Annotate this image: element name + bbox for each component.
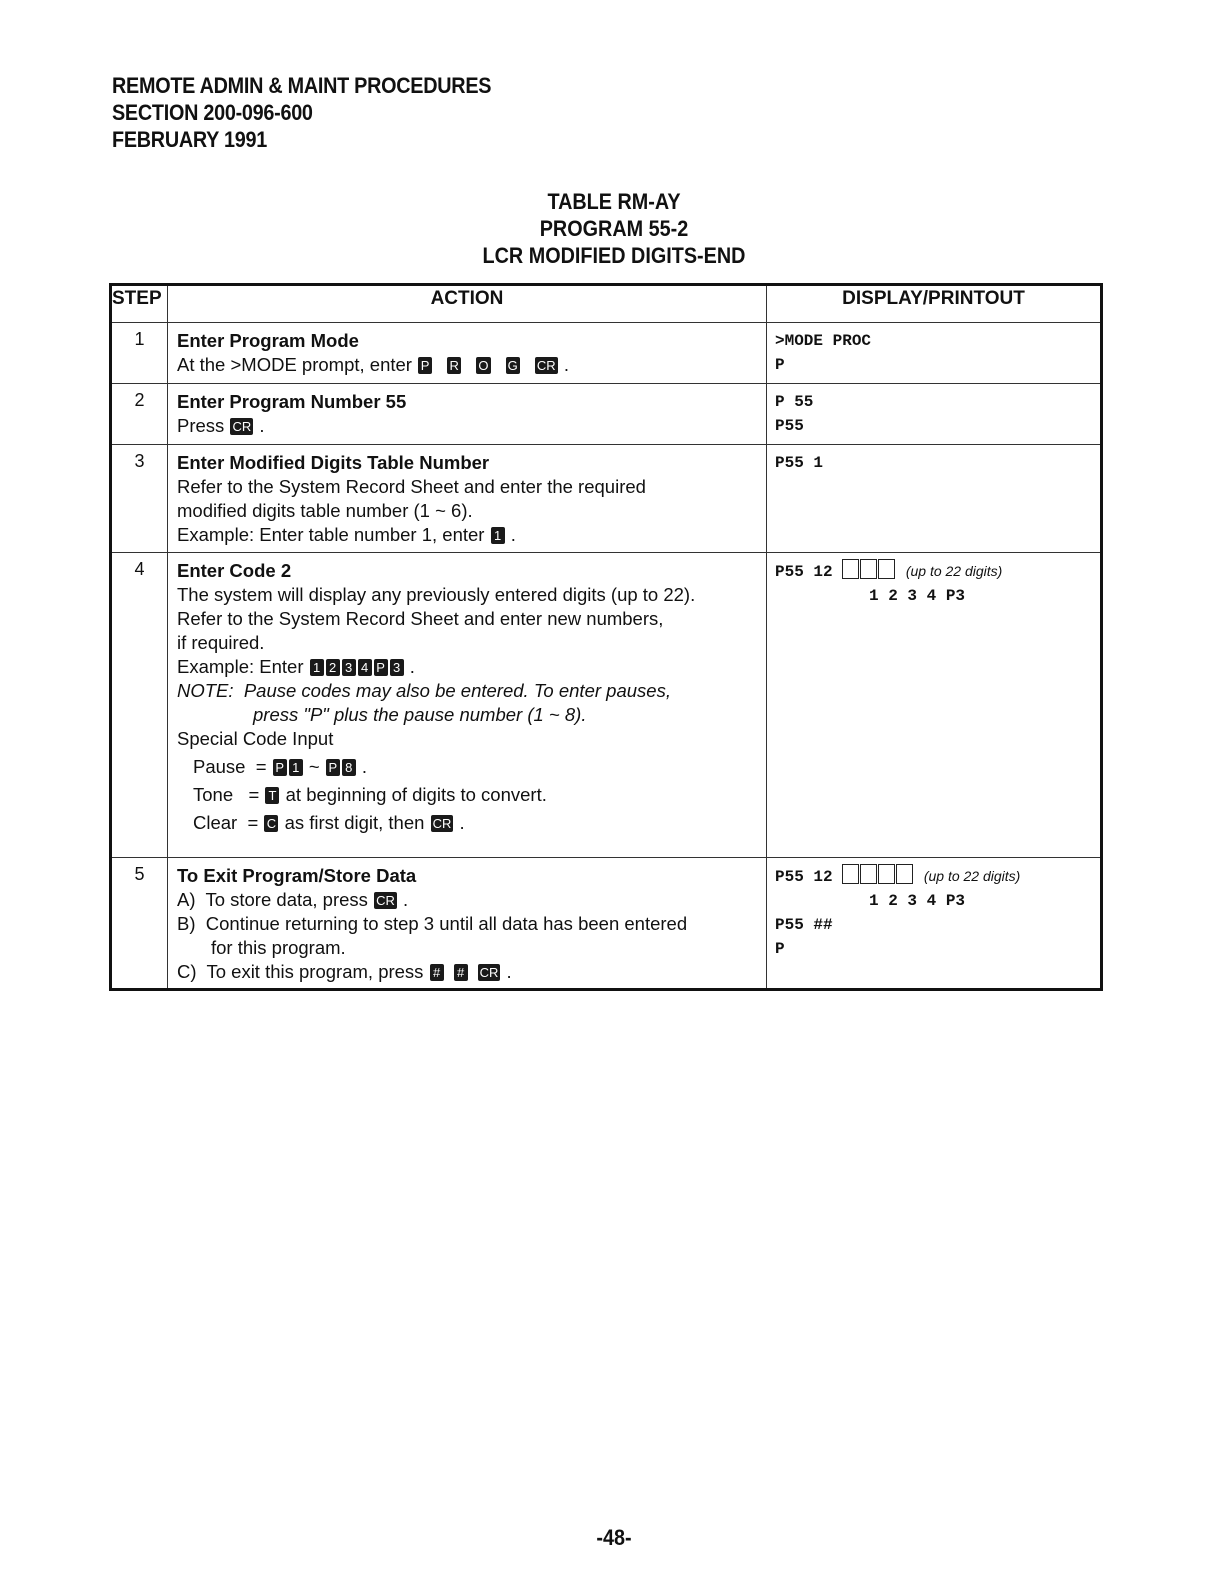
key-3: 3 [390, 659, 404, 676]
note-text: Pause codes may also be entered. To enter pauses, [243, 680, 671, 701]
key-cr: CR [536, 358, 556, 373]
display-line [775, 864, 1092, 889]
col-step: STEP [111, 285, 168, 323]
key-p: P [326, 759, 340, 776]
table-row [111, 445, 1102, 553]
key-8: 8 [342, 759, 356, 776]
note-continuation: press "P" plus the pause number (1 ~ 8). [253, 704, 587, 725]
digit-box [878, 559, 895, 579]
action-cell [168, 445, 767, 553]
display-line: 1 2 3 4 P3 [869, 587, 966, 605]
key-r: R [447, 357, 461, 374]
key-2: 2 [326, 659, 340, 676]
key-cr: CR [232, 419, 252, 434]
key-cr: CR [479, 965, 499, 980]
display-line: P [775, 356, 785, 374]
example-text: Example: Enter [177, 656, 304, 677]
option-text: Continue returning to step 3 until all data has been entered [205, 913, 688, 934]
display-line: P55 1 [775, 454, 824, 472]
page-number: -48- [596, 1525, 632, 1550]
clear-label: Clear = [193, 812, 259, 833]
step-heading: To Exit Program/Store Data [177, 865, 417, 886]
step-instruction: Press CR . [177, 415, 265, 436]
instruction-line: if required. [177, 632, 265, 653]
key-cr: CR [432, 816, 452, 831]
digit-box [842, 864, 859, 884]
display-text: P55 12 [775, 868, 833, 886]
table-subject: LCR MODIFIED DIGITS-END [482, 243, 746, 268]
option-b-continuation: for this program. [211, 937, 346, 958]
key-o: O [478, 358, 489, 373]
step-number: 4 [111, 553, 168, 858]
digit-box [842, 559, 859, 579]
instruction-line: Refer to the System Record Sheet and enter the required [177, 476, 646, 497]
header-date: FEBRUARY 1991 [112, 127, 267, 152]
clear-code-line: Clear = C as first digit, then CR . [193, 812, 465, 833]
note [177, 679, 758, 703]
display-note: (up to 22 digits) [905, 563, 1003, 579]
display-text: P55 12 [775, 563, 833, 581]
key-1: 1 [310, 659, 324, 676]
key-g: G [507, 358, 518, 373]
step-number: 5 [111, 858, 168, 990]
key-t: T [265, 787, 279, 804]
instruction-line: Refer to the System Record Sheet and enter new numbers, [177, 608, 664, 629]
instruction-text: At the >MODE prompt, enter [177, 354, 412, 375]
instruction-line: modified digits table number (1 ~ 6). [177, 500, 473, 521]
instruction-line: Example: Enter 1 2 3 4 P 3 . [177, 656, 415, 677]
key-4: 4 [358, 659, 372, 676]
special-code-heading: Special Code Input [177, 728, 334, 749]
key-hash: # [454, 964, 468, 981]
key-1: 1 [289, 759, 303, 776]
key-1: 1 [491, 527, 505, 544]
step-heading: Enter Program Mode [177, 330, 359, 351]
display-cell [767, 323, 1102, 384]
display-note: (up to 22 digits) [923, 868, 1021, 884]
display-line: P55 ## [775, 916, 833, 934]
option-text: To store data, press [205, 889, 368, 910]
option-a: A) To store data, press CR . [177, 889, 409, 910]
action-cell [168, 858, 767, 990]
option-label: B) [177, 913, 196, 934]
action-cell [168, 323, 767, 384]
tilde: ~ [308, 756, 320, 777]
digit-box [860, 864, 877, 884]
display-line: P [775, 940, 785, 958]
action-cell [168, 553, 767, 858]
table-row [111, 858, 1102, 990]
digit-box [878, 864, 895, 884]
tone-label: Tone = [193, 784, 260, 805]
step-number: 3 [111, 445, 168, 553]
step-number: 1 [111, 323, 168, 384]
key-3: 3 [342, 659, 356, 676]
step-heading: Enter Program Number 55 [177, 391, 407, 412]
display-line: 1 2 3 4 P3 [869, 892, 966, 910]
digit-box [860, 559, 877, 579]
pause-label: Pause = [193, 756, 267, 777]
table-row [111, 323, 1102, 384]
note-label: NOTE: [177, 680, 234, 701]
key-p: P [273, 759, 287, 776]
example-text: Example: Enter table number 1, enter [177, 524, 485, 545]
instruction-text: Press [177, 415, 225, 436]
instruction-line: Example: Enter table number 1, enter 1 . [177, 524, 516, 545]
display-line: P 55 [775, 393, 814, 411]
option-label: C) [177, 961, 197, 982]
step-heading: Enter Modified Digits Table Number [177, 452, 490, 473]
key-p: P [418, 357, 432, 374]
option-b [177, 912, 758, 936]
header-section: SECTION 200-096-600 [112, 100, 313, 125]
display-line: >MODE PROC [775, 332, 872, 350]
clear-text: as first digit, then [284, 812, 425, 833]
tone-text: at beginning of digits to convert. [285, 784, 547, 805]
table-header-row [111, 285, 1102, 323]
option-text: To exit this program, press [206, 961, 424, 982]
option-label: A) [177, 889, 196, 910]
step-heading: Enter Code 2 [177, 560, 292, 581]
col-display: DISPLAY/PRINTOUT [767, 285, 1102, 323]
table-row [111, 553, 1102, 858]
key-hash: # [430, 964, 444, 981]
header-title: REMOTE ADMIN & MAINT PROCEDURES [112, 73, 492, 98]
pause-code-line: Pause = P 1 ~ P 8 . [193, 756, 368, 777]
table-row [111, 384, 1102, 445]
action-cell [168, 384, 767, 445]
display-cell [767, 445, 1102, 553]
instruction-line: The system will display any previously entered digits (up to 22). [177, 584, 696, 605]
display-line: P55 [775, 417, 804, 435]
display-cell [767, 553, 1102, 858]
key-p: P [374, 659, 388, 676]
program-id: PROGRAM 55-2 [539, 216, 689, 241]
display-line [775, 559, 1092, 584]
key-cr: CR [376, 893, 395, 908]
key-c: C [264, 815, 278, 832]
digit-box [896, 864, 913, 884]
step-instruction: At the >MODE prompt, enter P R O G CR . [177, 354, 569, 375]
option-c: C) To exit this program, press # # CR . [177, 961, 512, 982]
display-cell [767, 384, 1102, 445]
step-number: 2 [111, 384, 168, 445]
col-action: ACTION [168, 285, 767, 323]
tone-code-line [177, 783, 758, 807]
table-title [61, 188, 1166, 269]
table-id: TABLE RM-AY [547, 189, 681, 214]
procedure-table [109, 283, 1103, 991]
document-header [112, 72, 491, 153]
display-cell [767, 858, 1102, 990]
